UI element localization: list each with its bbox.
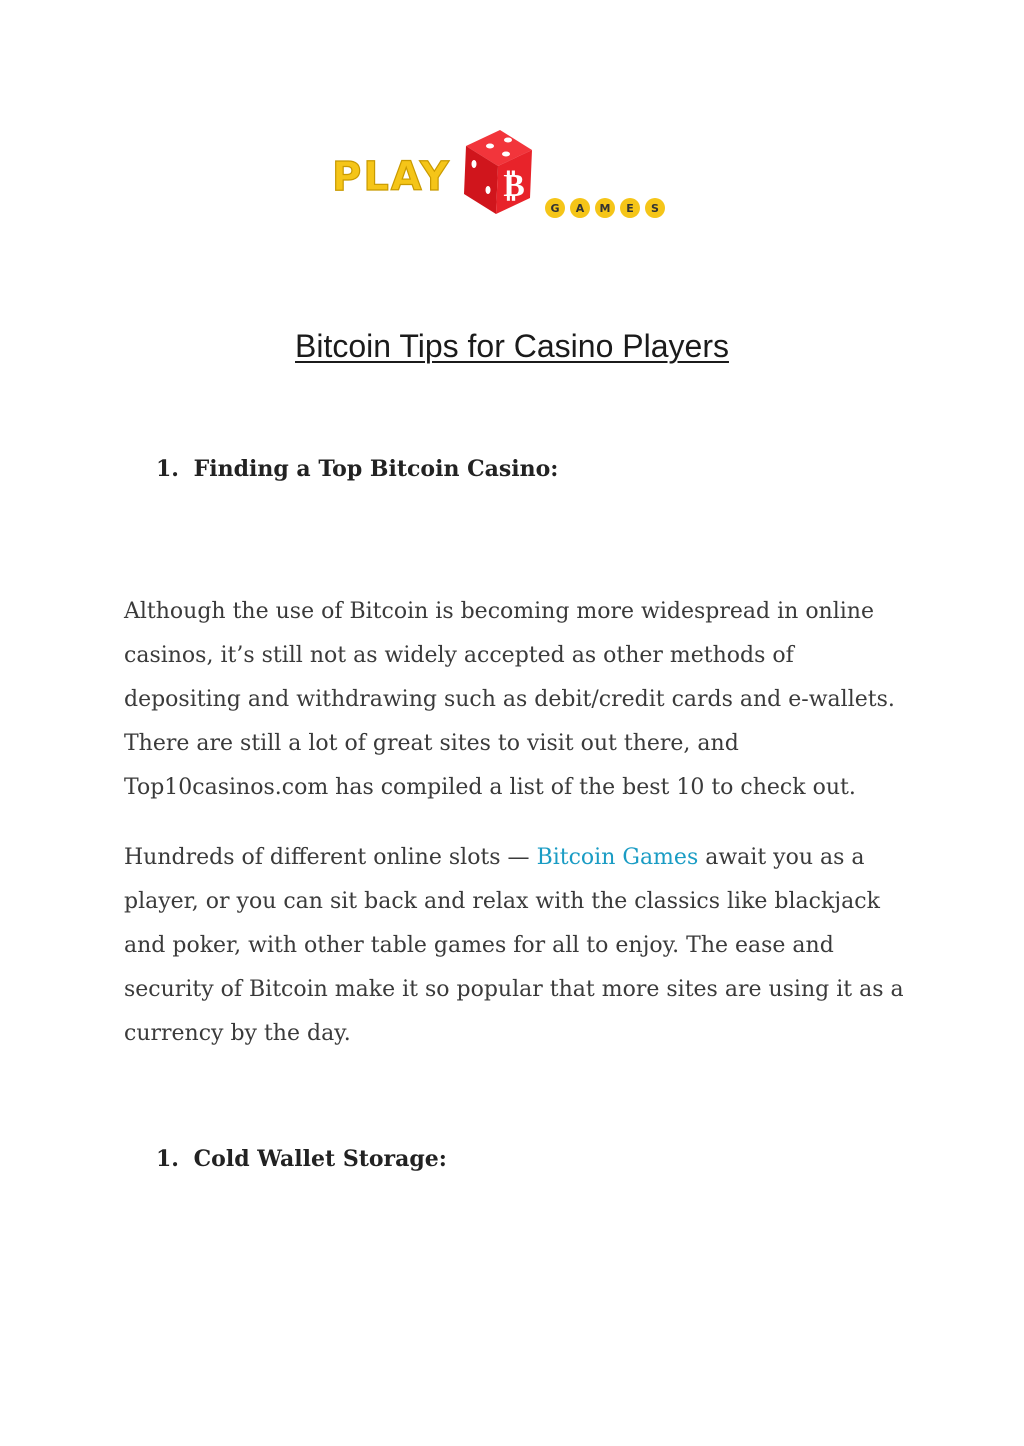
svg-text:S: S xyxy=(651,202,659,215)
section-heading-cold-wallet xyxy=(156,1146,447,1172)
paragraph-bitcoin-acceptance: Although the use of Bitcoin is becoming more widespread in online casinos, it’s still not as widely accepted as other methods of depositing and withdrawing such as debit/credit cards and e-wallets. There are still a lot of great sites to visit out there, and Top10casinos.com has compiled a list of the best 10 to check out. xyxy=(124,599,895,800)
paragraph-text: Hundreds of different online slots — xyxy=(124,845,537,870)
section-heading-text: Cold Wallet Storage: xyxy=(193,1146,447,1172)
dice-icon xyxy=(464,130,532,214)
section-number: 1. xyxy=(156,1146,179,1172)
section-heading-finding-casino xyxy=(156,456,558,482)
section-number: 1. xyxy=(156,456,179,482)
svg-text:M: M xyxy=(599,202,611,215)
play-b-games-logo xyxy=(330,128,692,224)
logo-play-text: PLAY xyxy=(332,154,451,200)
bitcoin-symbol: ₿ xyxy=(503,166,525,204)
section-heading-text: Finding a Top Bitcoin Casino: xyxy=(193,456,559,482)
svg-text:E: E xyxy=(626,202,634,215)
svg-text:G: G xyxy=(550,202,560,215)
paragraph-online-slots xyxy=(124,836,914,1056)
page-title: Bitcoin Tips for Casino Players xyxy=(295,328,729,364)
bitcoin-games-link[interactable]: Bitcoin Games xyxy=(536,845,699,870)
logo-games-text xyxy=(545,198,665,218)
paragraph-text: await you as a player, or you can sit back and relax with the classics like blackjack and poker, with other table games for all to enjoy. The ease and security of Bitcoin make it so popular that more sites are using it as a currency by the day. xyxy=(124,845,904,1046)
svg-text:A: A xyxy=(575,202,585,215)
